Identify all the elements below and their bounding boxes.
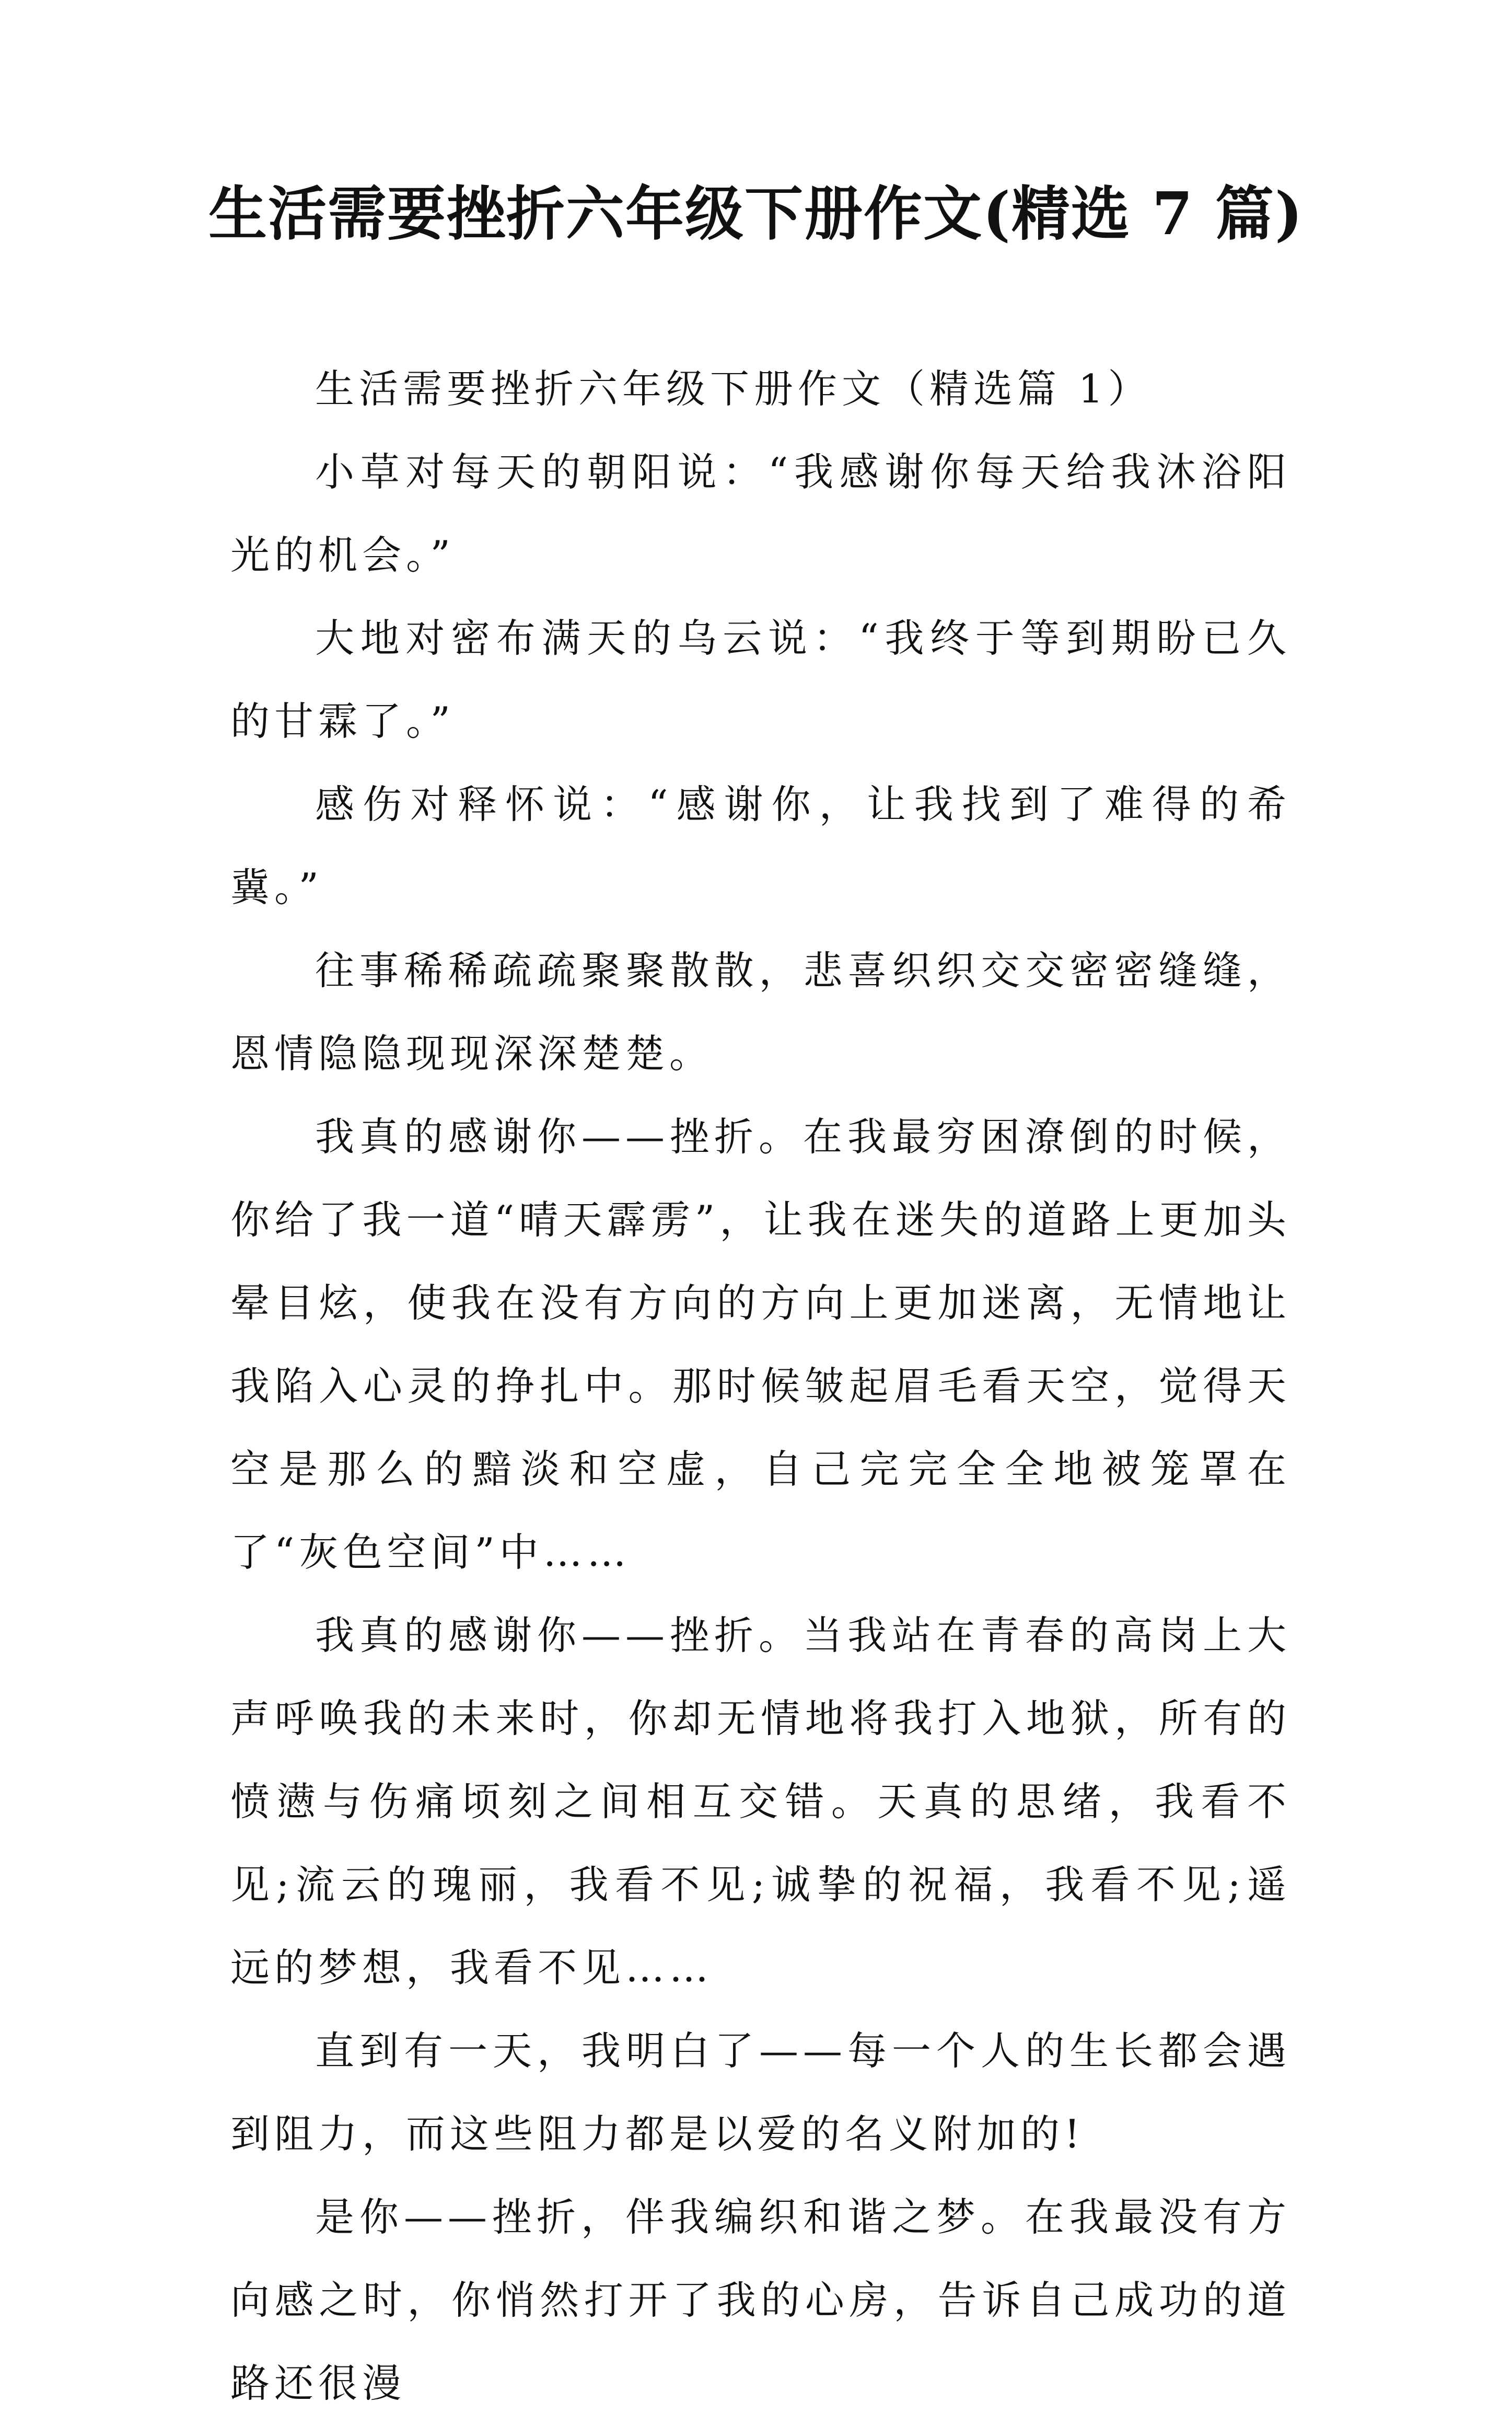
paragraph: 直到有一天，我明白了——每一个人的生长都会遇到阻力，而这些阻力都是以爱的名义附加的! — [230, 2028, 1291, 2157]
paragraph: 感伤对释怀说：“感谢你，让我找到了难得的希冀。” — [230, 781, 1291, 910]
paragraph: 是你——挫折，伴我编织和谐之梦。在我最没有方向感之时，你悄然打开了我的心房，告诉自己成功的道路还很漫 — [230, 2194, 1291, 2406]
paragraph: 我真的感谢你——挫折。在我最穷困潦倒的时候，你给了我一道“晴天霹雳”，让我在迷失的道路上更加头晕目炫，使我在没有方向的方向上更加迷离，无情地让我陷入心灵的挣扎中。那时候皱起眉毛看天空，觉得天空是那么的黯淡和空虚，自己完完全全地被笼罩在了“灰色空间”中…… — [230, 1114, 1291, 1575]
paragraph: 往事稀稀疏疏聚聚散散，悲喜织织交交密密缝缝，恩情隐隐现现深深楚楚。 — [230, 948, 1291, 1077]
document-body — [230, 348, 1291, 2425]
paragraph-section-heading: 生活需要挫折六年级下册作文（精选篇 1） — [315, 366, 1152, 412]
paragraph: 我真的感谢你——挫折。当我站在青春的高岗上大声呼唤我的未来时，你却无情地将我打入地狱，所有的愤懑与伤痛顷刻之间相互交错。天真的思绪，我看不见;流云的瑰丽，我看不见;诚挚的祝福，我看不见;遥远的梦想，我看不见…… — [230, 1612, 1291, 1991]
paragraph: 大地对密布满天的乌云说：“我终于等到期盼已久的甘霖了。” — [230, 615, 1291, 744]
document-title: 生活需要挫折六年级下册作文(精选 7 篇) — [208, 180, 1304, 248]
paragraph: 小草对每天的朝阳说：“我感谢你每天给我沐浴阳光的机会。” — [230, 449, 1291, 578]
